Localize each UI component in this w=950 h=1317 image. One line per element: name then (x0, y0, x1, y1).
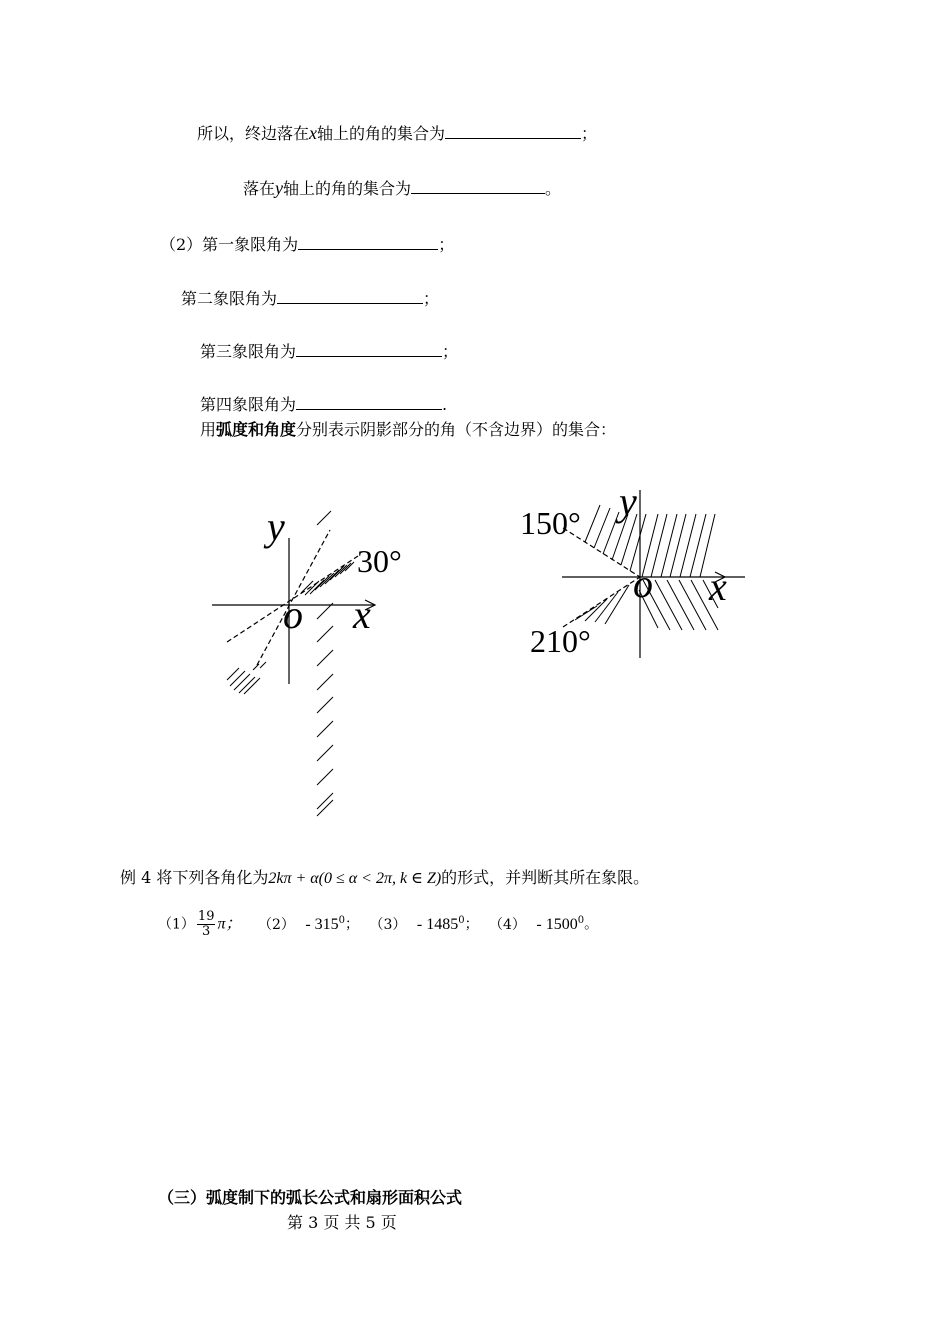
x-axis-label: x (709, 564, 727, 609)
item1-numerator: 19 (197, 909, 215, 925)
example4-items (158, 906, 598, 940)
angle-30-label: 30° (357, 543, 402, 579)
angle-150-label: 150° (520, 505, 581, 541)
boundary-210deg (563, 577, 640, 627)
item3-tail: ； (464, 916, 479, 933)
figure-2 (515, 480, 755, 680)
y-axis-answer-blank[interactable] (411, 177, 545, 194)
shade-pre: 用 (200, 420, 217, 439)
example4-formula: 2kπ + α(0 ≤ α < 2π, k ∈ Z) (268, 870, 442, 887)
quadrant1-label: （2）第一象限角为 (160, 235, 299, 254)
y-axis-text-post: 轴上的角的集合为 (283, 179, 412, 198)
section3-heading: （三）弧度制下的弧长公式和扇形面积公式 (158, 1188, 463, 1207)
quadrant4-line (200, 393, 447, 415)
item1-tail: π； (217, 915, 242, 933)
x-axis-label: x (353, 592, 371, 637)
y-variable: y (275, 178, 284, 198)
item4-sup: 0 (577, 915, 585, 926)
quadrant4-answer-blank[interactable] (296, 393, 442, 410)
origin-label: o (633, 561, 653, 606)
angle-210-label: 210° (530, 623, 591, 659)
item3-value: - 1485 (416, 915, 459, 933)
x-variable: x (309, 123, 318, 143)
example4-prefix: 例 4 将下列各角化为 (120, 868, 269, 887)
y-axis-label: y (267, 504, 285, 549)
example4-suffix: 的形式，并判断其所在象限。 (441, 868, 650, 887)
x-axis-text-post: 轴上的角的集合为 (317, 124, 446, 143)
item1-fraction (197, 910, 216, 939)
hatch-vertical-strip (317, 511, 333, 816)
shade-post: 分别表示阴影部分的角（不含边界）的集合： (296, 420, 617, 439)
y-axis-text-pre: 落在 (243, 179, 276, 198)
y-axis-set-line (243, 177, 561, 199)
quadrant3-label: 第三象限角为 (200, 342, 297, 361)
shaded-instruction (200, 420, 616, 440)
item2-value: - 315 (305, 915, 339, 933)
x-axis-answer-blank[interactable] (445, 122, 581, 139)
quadrant2-line (181, 287, 439, 309)
quadrant1-answer-blank[interactable] (298, 233, 438, 250)
quadrant1-line (160, 233, 454, 255)
x-axis-text-pre: 所以，终边落在 (197, 124, 310, 143)
quadrant2-end-punct: ； (423, 289, 440, 308)
quadrant4-label: 第四象限角为 (200, 395, 297, 414)
quadrant3-answer-blank[interactable] (296, 340, 442, 357)
quadrant3-line (200, 340, 458, 362)
quadrant1-end-punct: ； (438, 235, 455, 254)
origin-label: o (283, 592, 303, 637)
quadrant4-end-punct: . (442, 395, 448, 414)
quadrant2-label: 第二象限角为 (181, 289, 278, 308)
hatch-first-quadrant (301, 562, 354, 595)
hatch-third-quadrant (227, 662, 266, 694)
item1-denominator: 3 (202, 924, 211, 940)
y-axis-label: y (619, 480, 637, 524)
item3-label: （3） (369, 916, 407, 933)
item3-sup: 0 (458, 915, 465, 926)
figure-1 (205, 500, 405, 840)
page-footer: 第 3 页 共 5 页 (287, 1213, 397, 1232)
example4-line (120, 868, 649, 889)
item4-tail: 。 (584, 916, 599, 933)
item4-value: - 1500 (536, 915, 578, 933)
x-axis-set-line (197, 122, 597, 144)
item2-tail: ； (345, 916, 360, 933)
item1-label: （1） (158, 916, 195, 933)
shade-bold: 弧度和角度 (216, 420, 297, 439)
x-axis-end-punct: ； (581, 124, 598, 143)
quadrant3-end-punct: ； (442, 342, 459, 361)
item2-label: （2） (257, 916, 295, 933)
quadrant2-answer-blank[interactable] (277, 287, 423, 304)
item4-label: （4） (489, 916, 526, 933)
item2-sup: 0 (338, 915, 346, 926)
y-axis-end-punct: 。 (545, 179, 562, 198)
